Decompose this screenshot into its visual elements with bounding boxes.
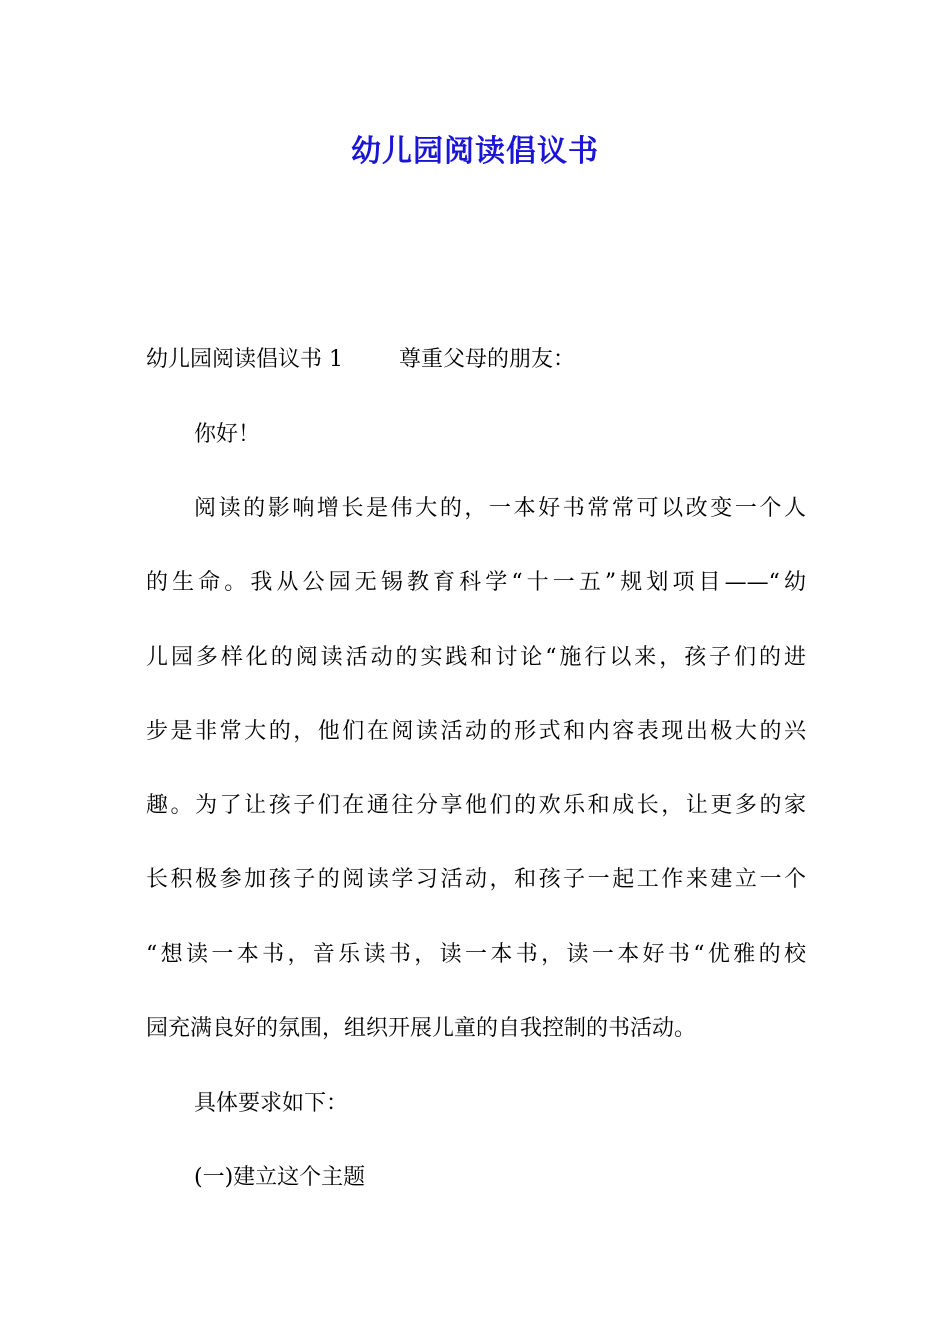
paragraph-line: “想读一本书，音乐读书，读一本书，读一本好书“优雅的校 — [146, 942, 806, 967]
section-heading: (一)建立这个主题 — [194, 1165, 366, 1190]
paragraph-line: 园充满良好的氛围，组织开展儿童的自我控制的书活动。 — [146, 1016, 697, 1041]
paragraph-line: 儿园多样化的阅读活动的实践和讨论“施行以来，孩子们的进 — [146, 645, 806, 670]
paragraph-line: 趣。为了让孩子们在通往分享他们的欢乐和成长，让更多的家 — [146, 793, 806, 818]
requirements-intro: 具体要求如下： — [194, 1091, 349, 1116]
paragraph-line: 步是非常大的，他们在阅读活动的形式和内容表现出极大的兴 — [146, 719, 806, 744]
greeting: 你好！ — [194, 422, 261, 447]
letter-label: 幼儿园阅读倡议书 1 — [146, 347, 343, 372]
heading-line — [146, 345, 806, 375]
document-title: 幼儿园阅读倡议书 — [351, 134, 599, 169]
paragraph-line: 长积极参加孩子的阅读学习活动，和孩子一起工作来建立一个 — [146, 867, 806, 892]
paragraph-line: 的生命。我从公园无锡教育科学“十一五”规划项目——“幼 — [146, 570, 806, 595]
salutation: 尊重父母的朋友： — [399, 347, 576, 372]
paragraph-line: 阅读的影响增长是伟大的，一本好书常常可以改变一个人 — [194, 496, 806, 521]
